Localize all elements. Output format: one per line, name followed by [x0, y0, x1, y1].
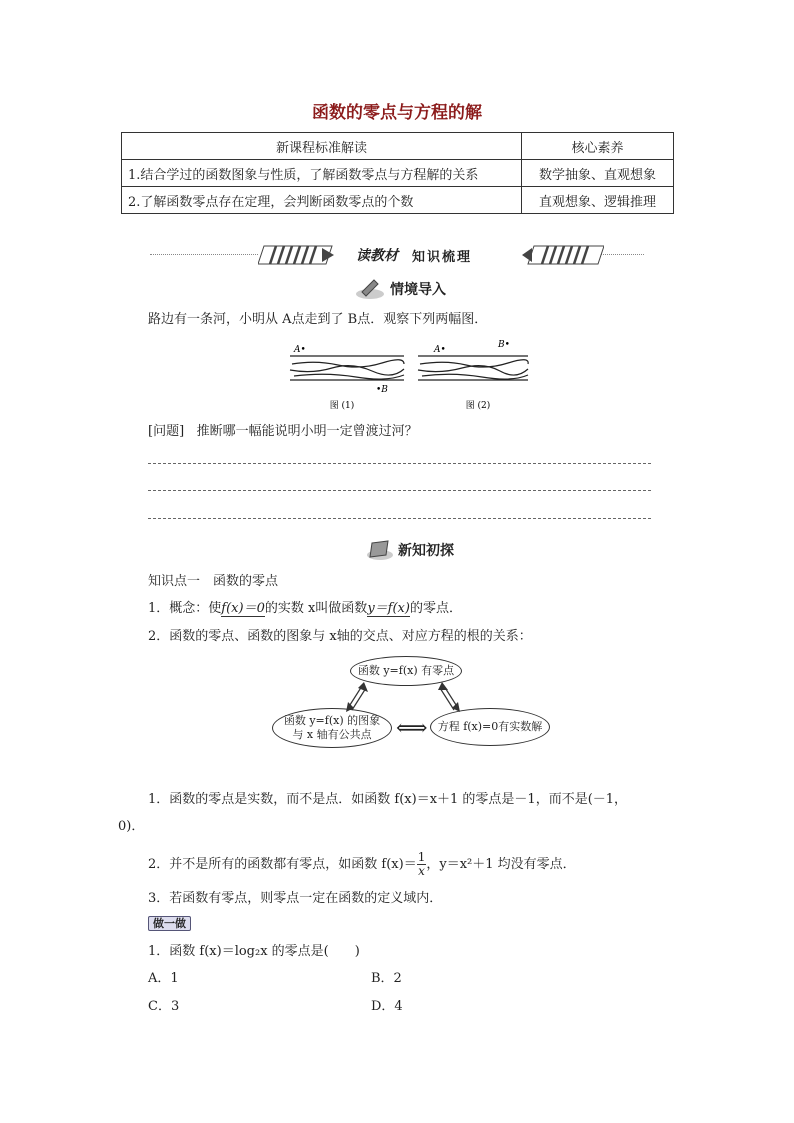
table-header: 新课程标准解读: [122, 133, 522, 160]
answer-line: [148, 463, 651, 464]
diagram-left-line2: 与 x 轴有公共点: [292, 728, 372, 741]
diagram-arrows: [340, 682, 470, 712]
banner-stripes-left: [258, 245, 338, 265]
diagram-left: [272, 708, 392, 748]
table-cell: 直观想象、逻辑推理: [522, 187, 674, 214]
knowledge-point-title: 知识点一 函数的零点: [148, 574, 279, 589]
table-cell: 1.结合学过的函数图象与性质，了解函数零点与方程解的关系: [122, 160, 522, 187]
section-heading-intro: [354, 276, 464, 300]
fraction-denominator: x: [418, 864, 425, 878]
relation-line: 2．函数的零点、函数的图象与 x轴的交点、对应方程的根的关系：: [148, 629, 532, 644]
option-a: A．1: [148, 971, 179, 986]
fig1-caption: 图 (1): [329, 401, 355, 411]
banner-text-2: 知识梳理: [412, 250, 473, 265]
note-3: 3．若函数有零点，则零点一定在函数的定义域内．: [148, 891, 443, 906]
fig1-label-b: •B: [376, 385, 388, 395]
concept-line: [148, 599, 462, 619]
answer-line: [148, 518, 651, 519]
section-heading-new: [366, 537, 476, 561]
diagram-right: 方程 f(x)=0有实数解: [430, 708, 550, 746]
intro-text: 路边有一条河，小明从 A点走到了 B点．观察下列两幅图．: [148, 312, 488, 327]
question-line: [148, 422, 418, 442]
note-2: [148, 851, 576, 878]
fig2-label-b: B•: [498, 340, 510, 350]
concept-suffix: 的零点．: [409, 601, 462, 616]
concept-mid: 的实数 x叫做函数: [264, 601, 368, 616]
diagram-left-line1: 函数 y=f(x) 的图象: [283, 714, 381, 727]
table-cell: 数学抽象、直观想象: [522, 160, 674, 187]
answer-line: [148, 490, 651, 491]
question-text: 推断哪一幅能说明小明一定曾渡过河？: [196, 424, 418, 439]
book-icon: [366, 537, 394, 561]
fig1-label-a: A•: [294, 345, 306, 355]
practice-badge-text: 做一做: [148, 916, 191, 931]
option-b: B．2: [371, 971, 402, 986]
note-1b: 0)．: [118, 819, 145, 834]
pen-icon: [354, 276, 386, 300]
note-1a: 1．函数的零点是实数，而不是点．如函数 f(x)＝x＋1 的零点是－1，而不是(－1，: [148, 792, 628, 807]
banner-stripes-right: [522, 245, 604, 265]
fraction: [417, 851, 427, 878]
table-cell: 2.了解函数零点存在定理，会判断函数零点的个数: [122, 187, 522, 214]
fraction-numerator: 1: [417, 850, 426, 864]
banner-text-1: 读教材: [356, 248, 398, 264]
equivalence-arrow: ⟺: [396, 716, 428, 741]
page-title: 函数的零点与方程的解: [312, 103, 482, 123]
note-2-post: ，y＝x²＋1 均没有零点．: [426, 857, 576, 872]
practice-badge: [148, 915, 191, 931]
section-heading-text: 情境导入: [390, 282, 446, 298]
option-d: D．4: [371, 999, 403, 1014]
option-c: C．3: [148, 999, 180, 1014]
concept-function: y＝f(x): [367, 601, 410, 616]
fig2-caption: 图 (2): [465, 401, 491, 411]
section-banner: [150, 244, 644, 266]
concept-prefix: 1．概念：使: [148, 601, 222, 616]
standards-table: [121, 132, 674, 214]
river-figures: [286, 338, 532, 414]
diagram-top: 函数 y=f(x) 有零点: [350, 656, 462, 686]
note-2-pre: 2．并不是所有的函数都有零点，如函数 f(x)＝: [148, 857, 417, 872]
concept-equation: f(x)＝0: [221, 601, 265, 616]
practice-q1: 1．函数 f(x)＝log₂x 的零点是( ): [148, 944, 360, 959]
table-header: 核心素养: [522, 133, 674, 160]
fig2-label-a: A•: [434, 345, 446, 355]
section-heading-text: 新知初探: [398, 543, 454, 559]
question-tag: [问题]: [148, 424, 185, 439]
